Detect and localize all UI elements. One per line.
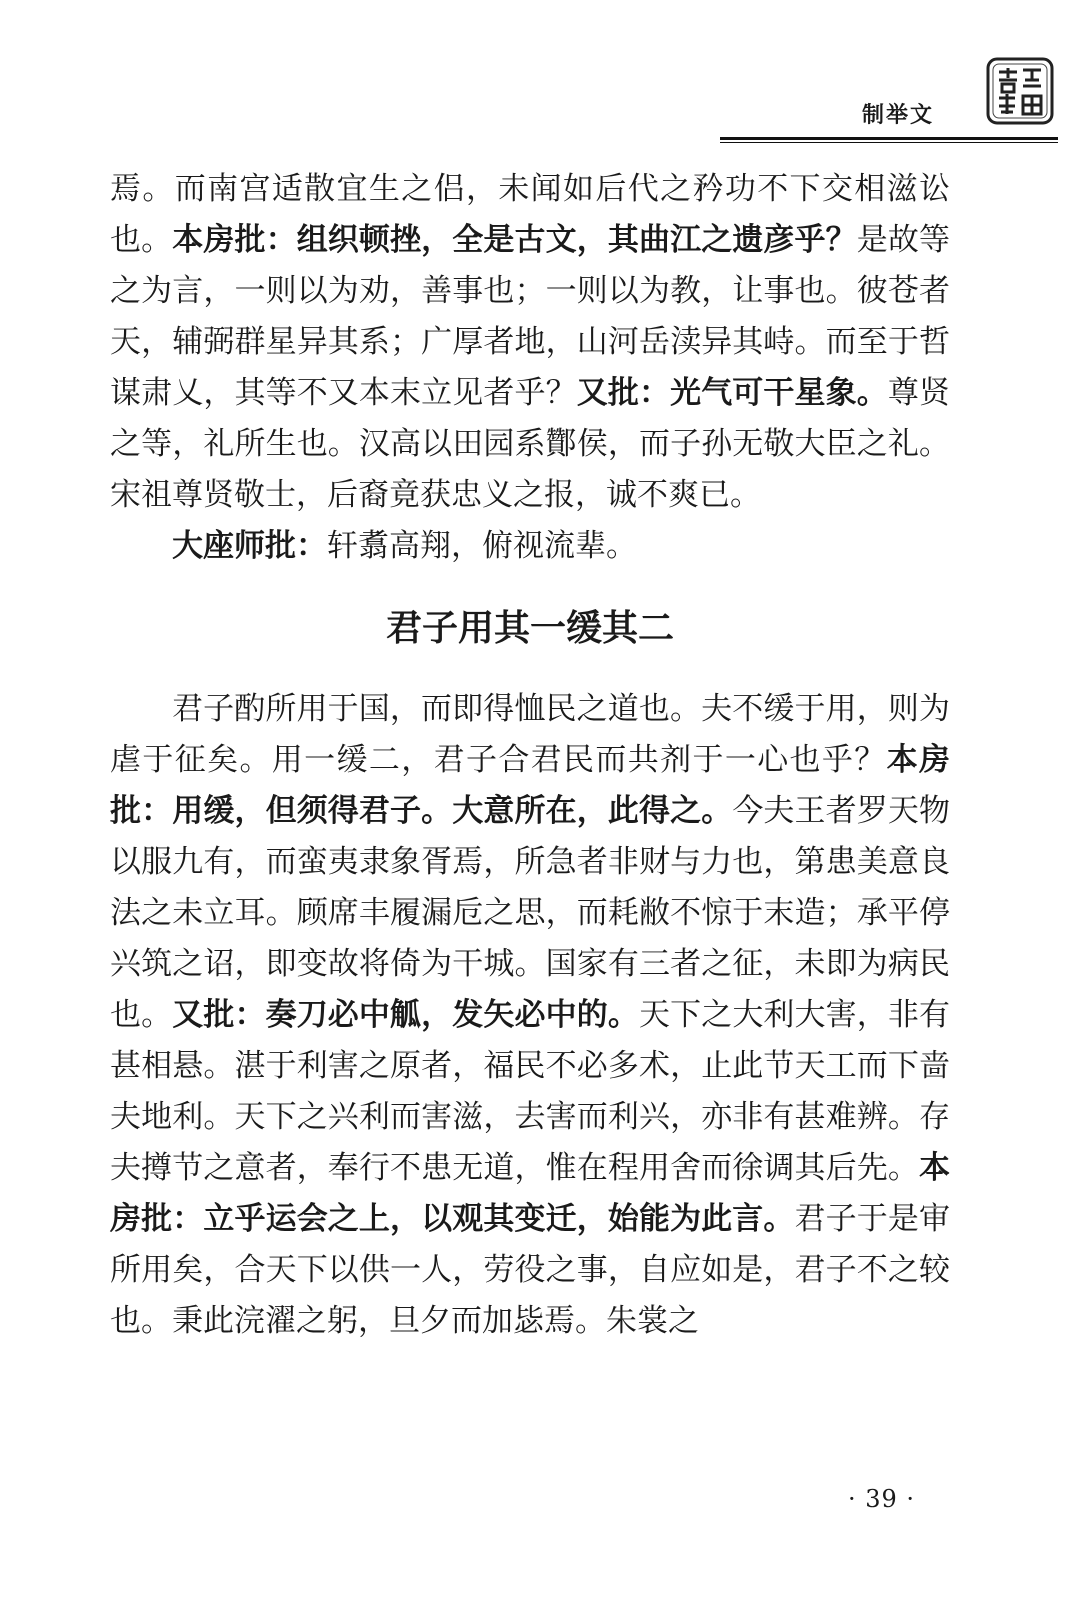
section-title: 君子用其一缓其二 [385, 607, 674, 649]
text-run: 是故等之为言，一则以为劝，善事也；一则以为教，让事也。彼苍者天，辅弼群星异其系；广厚者地，山河岳渎异其峙。而至于哲谋肃乂，其等不又本末立见者乎？ [110, 222, 951, 411]
paragraph-grand-examiner-comment [110, 521, 950, 572]
header-rule-thin [720, 142, 1058, 143]
text-run: 尊贤之等，礼所生也。汉高以田园系酇侯，而子孙无敬大臣之礼。宋祖尊贤敬士，后裔竟获忠义之报，诚不爽已。 [110, 375, 951, 513]
page-number: · 39 · [848, 1485, 916, 1513]
text-run: 君子于是审所用矣，合天下以供一人，劳役之事，自应如是，君子不之较也。秉此浣濯之躬，旦夕而加毖焉。朱裳之 [110, 1201, 951, 1339]
text-run: 焉。而南宫适散宜生之侣，未闻如后代之矜功不下交相滋讼也。 [110, 171, 950, 258]
commentary-bold: 本房批：立乎运会之上，以观其变迁，始能为此言。 [110, 1150, 950, 1237]
commentary-bold: 本房批：用缓，但须得君子。大意所在，此得之。 [110, 742, 951, 829]
text-run: 天下之大利大害，非有甚相悬。湛于利害之原者，福民不必多术，止此节天工而下啬夫地利。天下之兴利而害滋，去害而利兴，亦非有甚难辨。存夫撙节之意者，奉行不患无道，惟在程用舍而徐调其后先。 [110, 997, 951, 1186]
header-rule-thick [720, 137, 1058, 140]
text-run: 君子酌所用于国，而即得恤民之道也。夫不缓于用，则为虐于征矣。用一缓二，君子合君民而共剂于一心也乎？ [110, 691, 950, 778]
commentary-bold: 大座师批： [172, 528, 327, 564]
running-header-title: 制举文 [862, 103, 935, 128]
paragraph-essay [110, 684, 950, 1347]
text-run: 轩翥高翔，俯视流辈。 [327, 528, 637, 564]
paragraph-continued [110, 164, 950, 521]
seal-logo [985, 56, 1055, 126]
commentary-bold: 又批：光气可干星象。 [576, 375, 888, 411]
commentary-bold: 本房批：组织顿挫，全是古文，其曲江之遗彦乎？ [172, 222, 857, 258]
commentary-bold: 又批：奏刀必中觚，发矢必中的。 [172, 997, 639, 1033]
text-run: 今夫王者罗天物以服九有，而蛮夷隶象胥焉，所急者非财与力也，第患美意良法之未立耳。顾席丰履漏卮之思，而耗敝不惊于末造；承平停兴筑之诏，即变故将倚为干城。国家有三者之征，未即为病民也。 [110, 793, 951, 1033]
page-body [110, 164, 950, 1347]
